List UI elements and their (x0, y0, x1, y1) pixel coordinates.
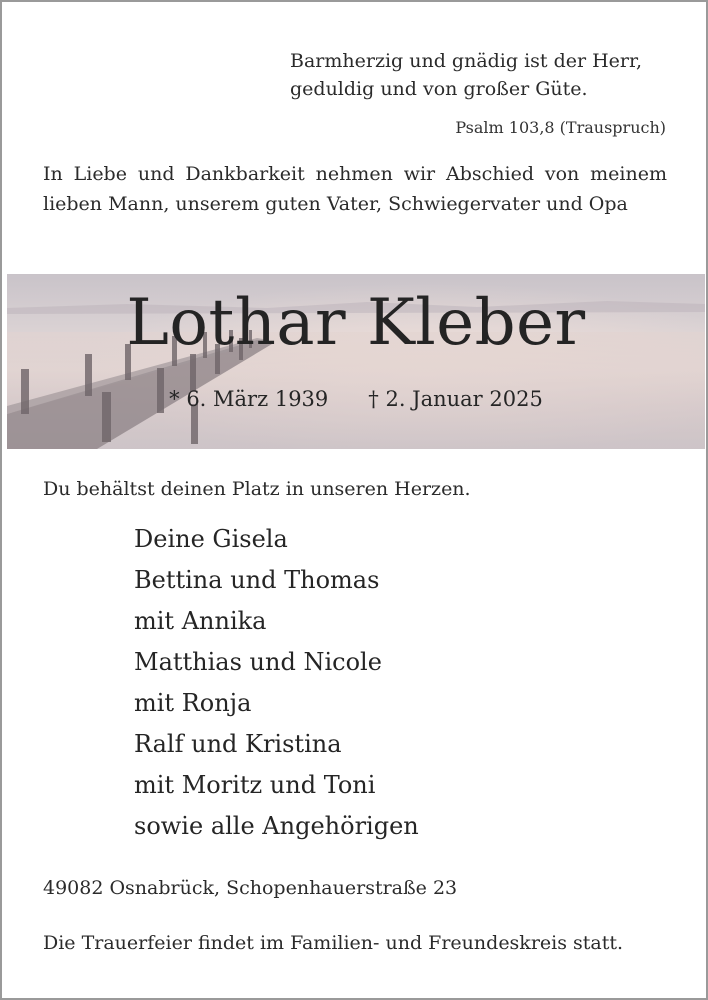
death-date: † 2. Januar 2025 (368, 387, 543, 411)
verse-reference: Psalm 103,8 (Trauspruch) (455, 118, 666, 137)
mourner-entry: mit Moritz und Toni (134, 771, 376, 799)
intro-text: In Liebe und Dankbarkeit nehmen wir Abschied von meinem lieben Mann, unserem guten Vater, Schwiegervater und Opa (43, 163, 667, 215)
mourners-list (134, 519, 419, 847)
mourner-entry: Deine Gisela (134, 525, 288, 553)
mourner-entry: Matthias und Nicole (134, 648, 382, 676)
verse-line-1: Barmherzig und gnädig ist der Herr, (290, 50, 643, 72)
mourner-entry: sowie alle Angehörigen (134, 812, 419, 840)
motto-text: Du behältst deinen Platz in unseren Herzen. (43, 478, 471, 500)
mourner-entry: Ralf und Kristina (134, 730, 342, 758)
deceased-name: Lothar Kleber (126, 286, 586, 360)
life-dates (7, 387, 705, 411)
verse-line-2: geduldig und von großer Güte. (290, 78, 588, 100)
mourner-entry: mit Ronja (134, 689, 252, 717)
mourner-entry: mit Annika (134, 607, 267, 635)
funeral-notice: Die Trauerfeier findet im Familien- und Freundeskreis statt. (43, 932, 624, 954)
memorial-banner (7, 274, 705, 449)
bible-verse (290, 47, 680, 103)
family-address: 49082 Osnabrück, Schopenhauerstraße 23 (43, 877, 458, 899)
mourner-entry: Bettina und Thomas (134, 566, 380, 594)
birth-date: * 6. März 1939 (169, 387, 329, 411)
